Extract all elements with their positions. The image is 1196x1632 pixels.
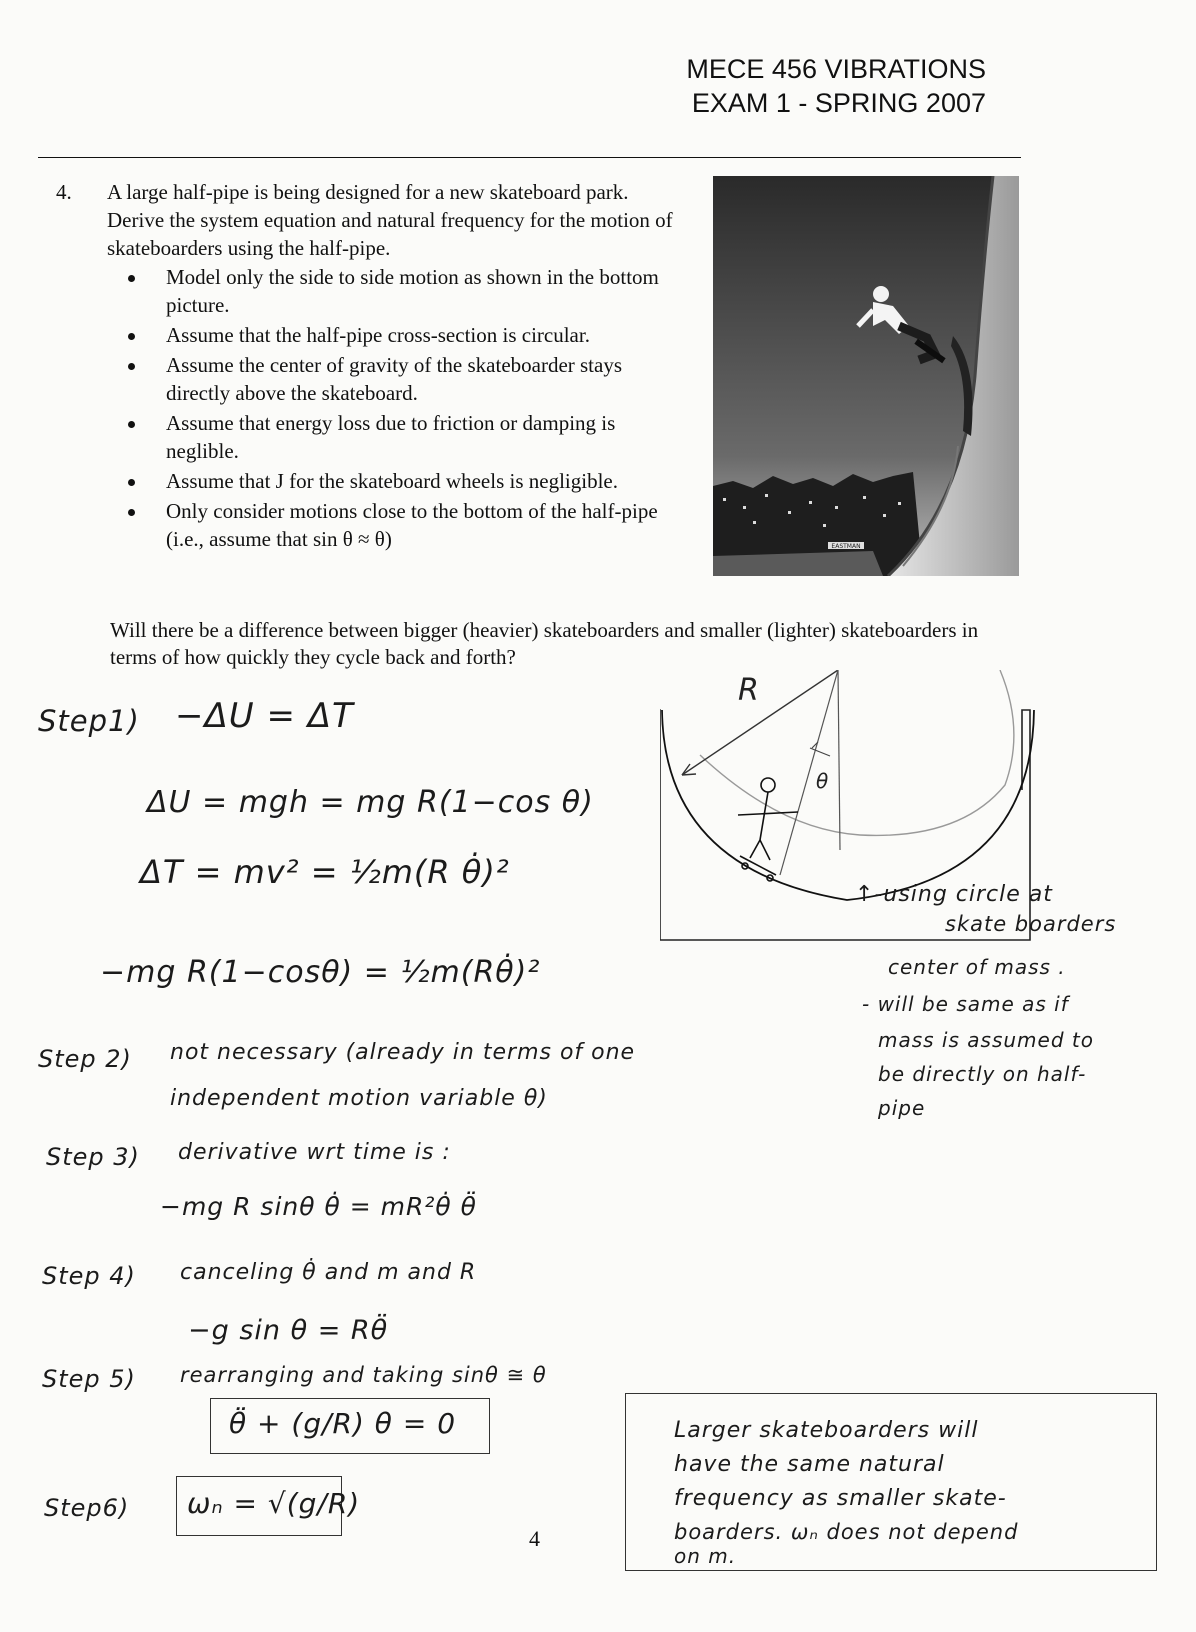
problem-intro: A large half-pipe is being designed for a new skateboard park. Derive the system equation and natural frequency for the motion of skateboarders using the half-pipe. <box>107 180 673 260</box>
exam-header <box>686 52 986 120</box>
radius-label: R <box>738 673 759 708</box>
diagram-note: pipe <box>878 1096 926 1120</box>
energy-equation: −mg R(1−cosθ) = ½m(Rθ̇)² <box>100 955 541 990</box>
answer-box <box>625 1393 1157 1571</box>
list-item: Model only the side to side motion as shown in the bottom picture. <box>128 263 688 319</box>
bullet-icon <box>128 275 135 282</box>
step6-label: Step6) <box>44 1494 130 1522</box>
step2-text: not necessary (already in terms of one <box>170 1040 636 1065</box>
step4-text: canceling θ̇ and m and R <box>180 1260 477 1285</box>
header-rule <box>38 157 1021 158</box>
step3-label: Step 3) <box>46 1143 140 1171</box>
step5-boxed-equation: θ̈ + (g/R) θ = 0 <box>210 1398 490 1454</box>
step4-label: Step 4) <box>42 1262 136 1290</box>
angle-label: θ <box>816 769 829 793</box>
delta-t-equation: ΔT = mv² = ½m(R θ̇)² <box>140 853 510 891</box>
bullet-icon <box>128 509 135 516</box>
bullet-icon <box>128 333 135 340</box>
answer-line: boarders. ωₙ does not depend <box>674 1520 1019 1544</box>
problem-number: 4. <box>56 180 72 204</box>
step1-equation: −ΔU = ΔT <box>175 696 354 736</box>
step4-equation: −g sin θ = Rθ̈ <box>188 1315 389 1346</box>
answer-line: have the same natural <box>674 1452 945 1477</box>
assumptions-list <box>128 263 688 555</box>
course-title: MECE 456 VIBRATIONS <box>686 54 986 84</box>
step1-label: Step1) <box>38 704 140 738</box>
list-item: Only consider motions close to the bottom of the half-pipe (i.e., assume that sin θ ≈ θ) <box>128 497 688 553</box>
page-number: 4 <box>529 1526 540 1551</box>
bullet-icon <box>128 479 135 486</box>
delta-u-equation: ΔU = mgh = mg R(1−cos θ) <box>147 785 594 820</box>
step6-boxed-equation: ωₙ = √(g/R) <box>176 1476 342 1536</box>
diagram-note: - will be same as if <box>862 992 1069 1016</box>
list-item: Assume that the half-pipe cross-section is circular. <box>128 321 688 349</box>
exam-title: EXAM 1 - SPRING 2007 <box>691 88 986 118</box>
step3-text: derivative wrt time is : <box>178 1140 451 1165</box>
halfpipe-photo <box>713 176 1019 576</box>
diagram-note: be directly on half- <box>878 1062 1087 1086</box>
answer-line: frequency as smaller skate- <box>674 1486 1007 1511</box>
step5-label: Step 5) <box>42 1365 136 1393</box>
diagram-note: mass is assumed to <box>878 1028 1094 1052</box>
diagram-note: center of mass . <box>888 955 1066 979</box>
list-item: Assume that J for the skateboard wheels is negligible. <box>128 467 688 495</box>
banner-text: EASTMAN <box>831 543 861 550</box>
step2-label: Step 2) <box>38 1045 132 1073</box>
step5-text: rearranging and taking sinθ ≅ θ <box>180 1363 547 1387</box>
answer-line: on m. <box>674 1544 737 1568</box>
list-item: Assume that energy loss due to friction or damping is neglible. <box>128 409 688 465</box>
diagram-note: skate boarders <box>945 912 1117 936</box>
problem-question: Will there be a difference between bigger (heavier) skateboarders and smaller (lighter) skateboarders in terms of how quickly they cycle back and forth? <box>110 618 979 669</box>
diagram-note: ↑-using circle at <box>855 882 1053 907</box>
step2-text-cont: independent motion variable θ) <box>170 1086 548 1111</box>
halfpipe-diagram <box>660 670 1080 950</box>
bullet-icon <box>128 363 135 370</box>
bullet-icon <box>128 421 135 428</box>
step3-equation: −mg R sinθ θ̇ = mR²θ̇ θ̈ <box>160 1192 477 1221</box>
answer-line: Larger skateboarders will <box>674 1418 979 1443</box>
list-item: Assume the center of gravity of the skateboarder stays directly above the skateboard. <box>128 351 688 407</box>
